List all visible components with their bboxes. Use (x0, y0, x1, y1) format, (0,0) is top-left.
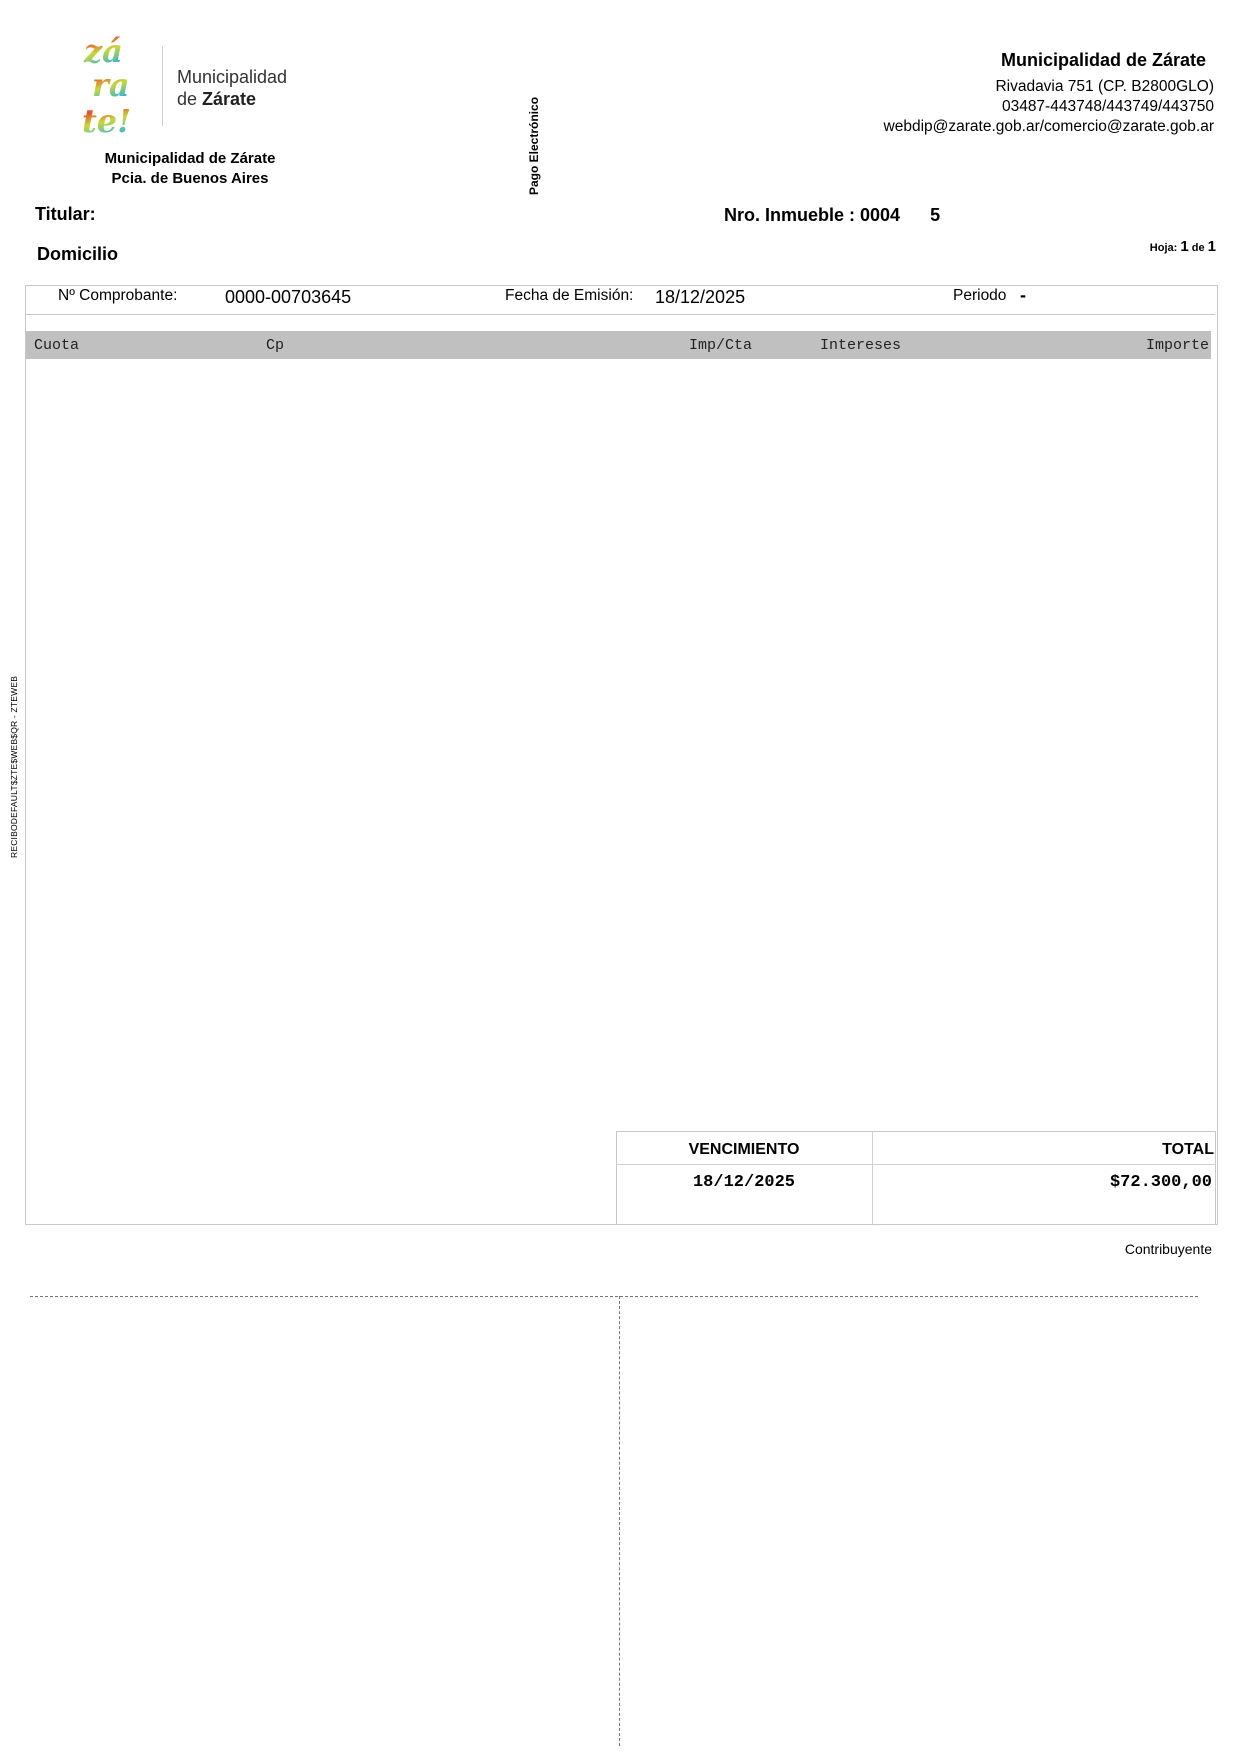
org-email: webdip@zarate.gob.ar/comercio@zarate.gob.ar (883, 118, 1214, 135)
org-phone: 03487-443748/443749/443750 (1001, 98, 1214, 115)
cut-line-vertical (619, 1296, 620, 1746)
org-address: Rivadavia 751 (CP. B2800GLO) (995, 78, 1214, 95)
titular-label: Titular: (35, 204, 96, 224)
emision-label: Fecha de Emisión: (505, 287, 634, 304)
col-header-intereses: Intereses (820, 337, 902, 354)
copy-label-contribuyente: Contribuyente (1124, 1241, 1212, 1257)
summary-vdivider (872, 1131, 873, 1225)
periodo-value: - (1020, 285, 1026, 305)
side-code-label: RECIBODEFAULT$ZTE$WEB$QR - ZTEWEB (9, 675, 19, 858)
org-left-province: Pcia. de Buenos Aires (111, 170, 269, 187)
org-left-name: Municipalidad de Zárate (104, 150, 276, 167)
col-header-importe: Importe (1145, 337, 1209, 354)
comprobante-label: Nº Comprobante: (58, 287, 178, 304)
page-indicator (1150, 238, 1216, 255)
summary-hdivider (616, 1164, 1216, 1165)
total-value: $72.300,00 (1109, 1173, 1212, 1192)
logo-text-municipalidad: Municipalidad (177, 67, 288, 87)
logo-divider (162, 46, 163, 126)
hoja-de: de (1191, 242, 1205, 254)
nro-inmueble-suffix: 5 (930, 205, 941, 225)
domicilio-label: Domicilio (37, 244, 119, 264)
table-header-band (26, 331, 1211, 359)
org-right-name: Municipalidad de Zárate (1000, 50, 1206, 70)
periodo-label: Periodo (953, 287, 1007, 304)
cut-line-horizontal (30, 1296, 1198, 1297)
logo-text-zarate-bold: Zárate (202, 89, 257, 109)
col-header-cuota: Cuota (34, 337, 80, 354)
logo-mark-line2: ra (92, 66, 130, 104)
logo-mark-line3: te! (82, 102, 132, 140)
hoja-label: Hoja: (1149, 242, 1178, 254)
nro-inmueble (724, 205, 940, 226)
logo-text-zarate (177, 89, 256, 110)
zarate-logo-icon (78, 32, 158, 144)
emision-value: 18/12/2025 (655, 287, 746, 307)
info-divider (25, 314, 1215, 315)
logo-text-de: de (177, 89, 203, 109)
hoja-page: 1 (1180, 238, 1189, 255)
detail-box (25, 285, 1218, 1225)
total-label: TOTAL (1162, 1141, 1214, 1158)
vencimiento-label: VENCIMIENTO (688, 1141, 800, 1158)
col-header-imp-cta: Imp/Cta (689, 337, 753, 354)
comprobante-value: 0000-00703645 (225, 287, 352, 307)
logo-mark-line1: zá (84, 32, 123, 70)
col-header-cp: Cp (266, 337, 285, 354)
nro-inmueble-label: Nro. Inmueble : 0004 (724, 205, 901, 225)
vencimiento-value: 18/12/2025 (692, 1173, 796, 1192)
hoja-total: 1 (1207, 238, 1216, 255)
pago-electronico-label: Pago Electrónico (527, 96, 541, 195)
